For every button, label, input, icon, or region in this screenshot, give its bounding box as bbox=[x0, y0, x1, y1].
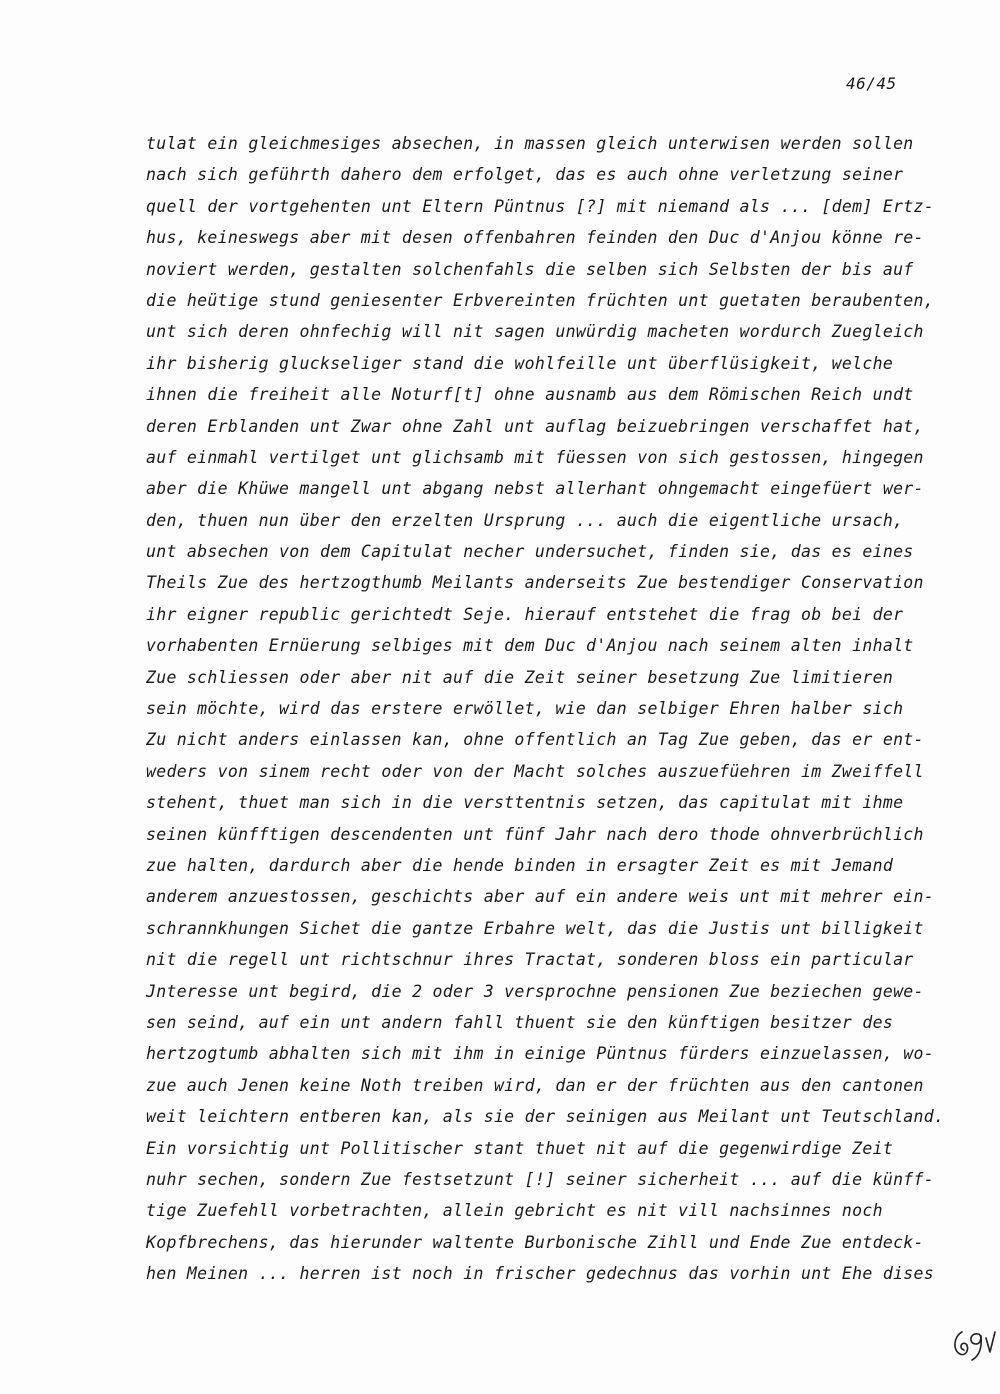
text-line: Ein vorsichtig unt Pollitischer stant thuet nit auf die gegenwirdige Zeit bbox=[146, 1138, 894, 1158]
text-line: Zue schliessen oder aber nit auf die Zeit seiner besetzung Zue limitieren bbox=[146, 667, 894, 687]
text-line: noviert werden, gestalten solchenfahls die selben sich Selbsten der bis auf bbox=[146, 259, 914, 279]
text-line: schrannkhungen Sichet die gantze Erbahre welt, das die Justis unt billigkeit bbox=[146, 918, 924, 938]
text-line: nit die regell unt richtschnur ihres Tractat, sonderen bloss ein particular bbox=[146, 950, 914, 970]
text-line: Jnteresse unt begird, die 2 oder 3 versprochne pensionen Zue beziechen gewe- bbox=[146, 981, 924, 1001]
text-line: zue auch Jenen keine Noth treiben wird, dan er der früchten aus den cantonen bbox=[146, 1075, 924, 1095]
text-line: vorhabenten Ernüerung selbiges mit dem Duc d'Anjou nach seinem alten inhalt bbox=[146, 636, 914, 656]
text-line: Theils Zue des hertzogthumb Meilants anderseits Zue bestendiger Conservation bbox=[146, 573, 924, 593]
text-line: weit leichtern entberen kan, als sie der seinigen aus Meilant unt Teutschland. bbox=[146, 1107, 945, 1127]
text-line: sen seind, auf ein unt andern fahll thuent sie den künftigen besitzer des bbox=[146, 1012, 894, 1032]
text-line: ihnen die freiheit alle Noturf[t] ohne ausnamb aus dem Römischen Reich undt bbox=[146, 385, 914, 405]
text-line: tulat ein gleichmesiges absechen, in massen gleich unterwisen werden sollen bbox=[146, 134, 914, 153]
text-line: quell der vortgehenten unt Eltern Püntnus [?] mit niemand als ... [dem] Ertz- bbox=[146, 196, 935, 216]
handwritten-initials-icon bbox=[948, 1318, 996, 1366]
text-line: sein möchte, wird das erstere erwöllet, wie dan selbiger Ehren halber sich bbox=[146, 699, 904, 719]
text-line: hen Meinen ... herren ist noch in frischer gedechnus das vorhin unt Ehe dises bbox=[146, 1264, 935, 1284]
text-line: die heütige stund geniesenter Erbvereinten früchten unt guetaten beraubenten, bbox=[146, 290, 935, 310]
text-line: nuhr sechen, sondern Zue festsetzunt [!] seiner sicherheit ... auf die künff- bbox=[146, 1169, 935, 1189]
body-text bbox=[146, 128, 945, 1289]
text-line: seinen künfftigen descendenten unt fünf Jahr nach dero thode ohnverbrüchlich bbox=[146, 824, 924, 844]
text-line: den, thuen nun über den erzelten Ursprung ... auch die eigentliche ursach, bbox=[146, 510, 904, 530]
text-line: nach sich geführth dahero dem erfolget, das es auch ohne verletzung seiner bbox=[146, 165, 904, 185]
text-line: tige Zuefehll vorbetrachten, allein gebricht es nit vill nachsinnes noch bbox=[146, 1201, 883, 1221]
text-line: hertzogtumb abhalten sich mit ihm in einige Püntnus fürders einzuelassen, wo- bbox=[146, 1044, 935, 1064]
text-line: Zu nicht anders einlassen kan, ohne offentlich an Tag Zue geben, das er ent- bbox=[146, 730, 924, 750]
text-line: zue halten, dardurch aber die hende binden in ersagter Zeit es mit Jemand bbox=[146, 855, 894, 875]
text-line: ihr bisherig gluckseliger stand die wohlfeille unt überflüsigkeit, welche bbox=[146, 353, 894, 373]
page-number: 46/45 bbox=[846, 74, 897, 93]
text-line: aber die Khüwe mangell unt abgang nebst allerhant ohngemacht eingefüert wer- bbox=[146, 479, 924, 499]
text-line: unt sich deren ohnfechig will nit sagen unwürdig macheten wordurch Zuegleich bbox=[146, 322, 924, 342]
text-line: auf einmahl vertilget unt glichsamb mit füessen von sich gestossen, hingegen bbox=[146, 447, 924, 467]
text-line: deren Erblanden unt Zwar ohne Zahl unt auflag beizuebringen verschaffet hat, bbox=[146, 416, 924, 436]
text-line: ihr eigner republic gerichtedt Seje. hierauf entstehet die frag ob bei der bbox=[146, 604, 904, 624]
text-line: hus, keineswegs aber mit desen offenbahren feinden den Duc d'Anjou könne re- bbox=[146, 228, 924, 248]
text-line: stehent, thuet man sich in die versttentnis setzen, das capitulat mit ihme bbox=[146, 793, 904, 813]
text-line: weders von sinem recht oder von der Macht solches auszuefüehren im Zweiffell bbox=[146, 761, 924, 781]
text-line: anderem anzuestossen, geschichts aber auf ein andere weis unt mit mehrer ein- bbox=[146, 887, 935, 907]
text-line: Kopfbrechens, das hierunder waltente Burbonische Zihll und Ende Zue entdeck- bbox=[146, 1232, 924, 1252]
text-line: unt absechen von dem Capitulat necher undersuchet, finden sie, das es eines bbox=[146, 542, 914, 562]
